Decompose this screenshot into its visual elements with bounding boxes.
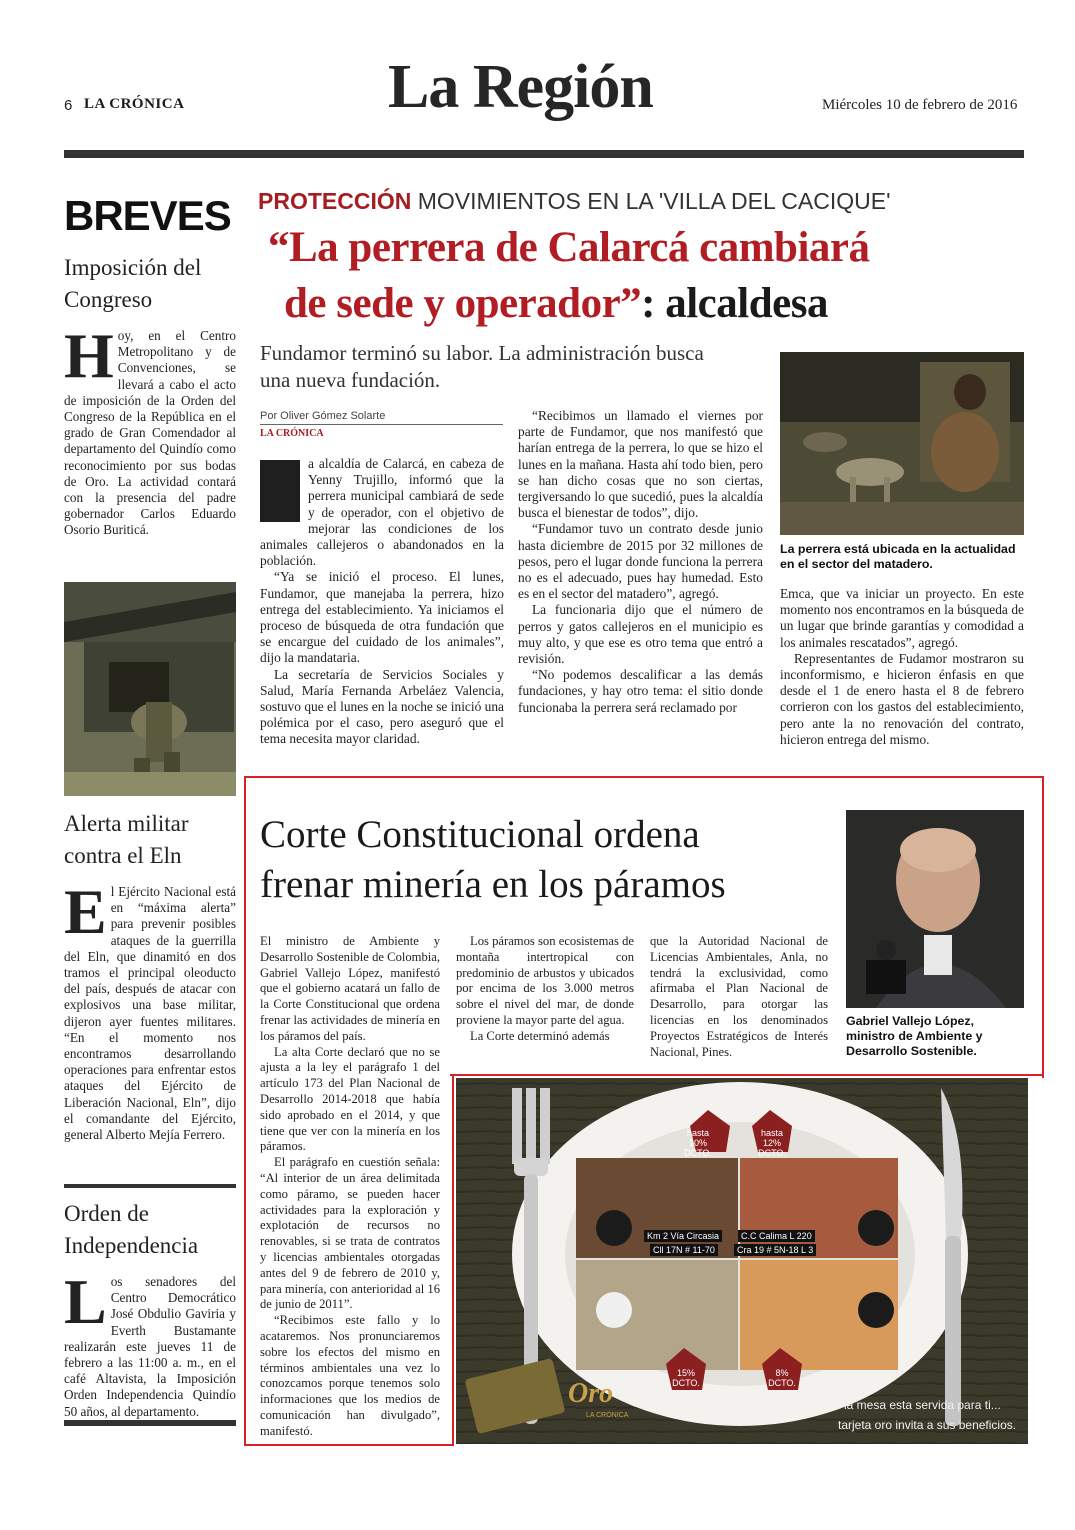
kicker-subtitle: MOVIMIENTOS EN LA 'VILLA DEL CACIQUE'	[417, 188, 891, 214]
brief-title: Alerta militar contra el Eln	[64, 811, 189, 868]
drop-cap: E	[64, 876, 107, 947]
discount-badge: 15% DCTO.	[672, 1368, 700, 1388]
discount-badge: 8% DCTO.	[768, 1368, 796, 1388]
discount-badge: hasta 10% DCTO.	[684, 1128, 712, 1158]
paragraph: La alta Corte declaró que no se ajusta a la ley el parágrafo 1 del artículo 173 del Plan Nacional de Desarrollo 2014-2018 que había sido aprobado en el 2014, y que tiene que ver con la minería en los páramos.	[260, 1044, 440, 1154]
article-column-2	[518, 408, 763, 716]
article-deck: Fundamor terminó su labor. La administración busca una nueva fundación.	[260, 341, 704, 392]
brief-item	[64, 808, 236, 1143]
brand-subtitle: LA CRÓNICA	[586, 1412, 629, 1419]
dog-shelter-photo	[780, 352, 1024, 535]
brief-divider	[64, 1184, 236, 1188]
highlight-box-step	[450, 1074, 1042, 1076]
byline-rule	[260, 424, 503, 425]
brief-item	[64, 252, 236, 539]
lead-paragraph: a alcaldía de Calarcá, en cabeza de Yenny Trujillo, informó que la perrera municipal cambiará de sede y de operador, con el objetivo de mejorar las condiciones de los animales callejeros o abandonados en la población.	[260, 456, 504, 569]
brief-title: Imposición del Congreso	[64, 255, 202, 312]
paragraph: “Ya se inició el proceso. El lunes, Fundamor, que manejaba la perrera, hizo entrega del establecimiento. Ya iniciamos el proceso de búsqueda de otra fundación que se encargue del cuidado de los animales”, dijo la mandataria.	[260, 569, 504, 666]
paragraph: Los páramos son ecosistemas de montaña intertropical con predominio de arbustos y ubicados por encima de los 3.000 metros sobre el nivel del mar, de donde proviene la mayor parte del agua.	[456, 934, 634, 1027]
brief-item	[64, 1198, 236, 1420]
restaurant-address: C.C Calima L 220	[738, 1230, 815, 1242]
headline-line-2: de sede y operador”	[284, 280, 642, 327]
masthead-name: LA CRÓNICA	[84, 96, 185, 112]
article-kicker	[258, 188, 891, 215]
photo-caption: La perrera está ubicada en la actualidad en el sector del matadero.	[780, 542, 1016, 571]
article-headline	[268, 220, 1038, 332]
breves-title: BREVES	[64, 192, 231, 239]
header-rule	[64, 150, 1024, 158]
headline-line-1: Corte Constitucional ordena	[260, 813, 700, 856]
ad-tagline: tarjeta oro invita a sus beneficios.	[838, 1418, 1017, 1432]
restaurant-address: Cra 19 # 5N-18 L 3	[734, 1244, 816, 1256]
issue-date: Miércoles 10 de febrero de 2016	[822, 97, 1018, 113]
paragraph: Emca, que va iniciar un proyecto. En este momento nos encontramos en la búsqueda de un lugar que brinde garantías y comodidad a los animales rescatados”, agregó.	[780, 586, 1024, 650]
paragraph: Representantes de Fudamor mostraron su inconformismo, e hicieron énfasis en que desde el 1 de enero hasta el 8 de febrero corrieron con los gastos del establecimiento, pero ante la no renovación del contrato, hicieron entrega del mismo.	[780, 650, 1024, 747]
paragraph: que la Autoridad Nacional de Licencias Ambientales, Anla, no tendrá la exclusividad, como afirmaba el Plan Nacional de Desarrollo, para otorgar las licencias en los denominados Proyectos Estratégicos de Interés Nacional, Pines.	[650, 934, 828, 1059]
tarjeta-oro-advertisement	[456, 1078, 1028, 1444]
headline-line-2: frenar minería en los páramos	[260, 863, 726, 906]
paragraph: El parágrafo en cuestión señala: “Al interior de un área delimitada como páramo, se pueden hacer actividades para la exploración y explotación de recursos no renovables, si se trata de contratos y licencias ambientales otorgadas antes del 9 de febrero de 2010 y, para minería, con anterioridad al 16 de junio de 2011”.	[260, 1155, 440, 1312]
article-headline	[260, 810, 840, 910]
paragraph: “Recibimos un llamado el viernes por parte de Fundamor, que nos manifestó que harían entrega de la perrera, lo que se hizo el lunes en la mañana. Hasta ahí todo bien, pero se han dicho cosas que no son ciertas, tergiversando lo que sucedió, pues la alcaldía busca el bienestar de todos”, dijo.	[518, 408, 763, 521]
photo-caption: Gabriel Vallejo López, ministro de Ambiente y Desarrollo Sostenible.	[846, 1014, 983, 1058]
page-number: 6	[64, 97, 73, 114]
article-column-3	[780, 586, 1024, 748]
article-column-1	[260, 934, 440, 1440]
headline-line-1: “La perrera de Calarcá cambiará	[268, 224, 870, 271]
brand-logo: Oro	[568, 1378, 614, 1409]
headline-suffix: : alcaldesa	[641, 280, 828, 327]
ad-tagline: la mesa esta servida para ti...	[844, 1398, 1001, 1412]
paragraph: “Fundamor tuvo un contrato desde junio hasta diciembre de 2015 por 32 millones de pesos, pero el lugar donde funciona la perrera no es el adecuado, pues hay humedad. Esto es en el sector del matadero”, agregó.	[518, 521, 763, 602]
restaurant-address: Km 2 Vía Circasia	[644, 1230, 722, 1242]
article-column-1	[260, 456, 504, 748]
drop-cap: H	[64, 320, 114, 391]
brief-text: os senadores del Centro Democrático José Obdulio Gaviria y Everth Bustamante realizarán este jueves 11 de febrero a las 11:00 a. m., en el café Altavista, la Imposición Orden Independencia Quindío 50 años, al departamento.	[64, 1274, 236, 1419]
drop-cap: L	[64, 1266, 107, 1337]
brief-title: Orden de Independencia	[64, 1201, 199, 1258]
byline: Por Oliver Gómez Solarte	[260, 410, 386, 422]
discount-badge: hasta 12% DCTO.	[758, 1128, 786, 1158]
byline-source: LA CRÓNICA	[260, 428, 324, 439]
paragraph: La Corte determinó además	[470, 1028, 610, 1043]
brief-text: l Ejército Nacional está en “máxima alerta” para prevenir posibles ataques de la guerrilla del Eln, que dinamitó en dos tramos el principal oleoducto del país, después de atacar con explosivos una base militar, dijeron ayer fuentes militares. “En el momento nos encontramos desarrollando operaciones para enfrentar estos ataques del Ejército de Liberación Nacional, Eln”, dijo el comandante del Ejército, general Alberto Mejía Ferrero.	[64, 884, 236, 1143]
drop-cap	[260, 460, 300, 522]
minister-photo	[846, 810, 1024, 1008]
restaurant-address: Cll 17N # 11-70	[650, 1244, 718, 1256]
brief-text: oy, en el Centro Metropolitano y de Convenciones, se llevará a cabo el acto de imposición de la Orden del Congreso de la República en el grado de Gran Comendador al departamento del Quindío como reconocimiento por sus bodas de Oro. La actividad contará con la presencia del padre gobernador Carlos Eduardo Osorio Buriticá.	[64, 328, 236, 538]
military-helicopter-photo	[64, 582, 236, 796]
article-column-3	[650, 934, 828, 1060]
section-title: La Región	[388, 53, 653, 121]
paragraph: El ministro de Ambiente y Desarrollo Sostenible de Colombia, Gabriel Vallejo López, manifestó que el gobierno acatará un fallo de la Corte Constitucional que ordena frenar las actividades de minería en los páramos del país.	[260, 934, 440, 1043]
brief-end-rule	[64, 1420, 236, 1426]
paragraph: La funcionaria dijo que el número de perros y gatos callejeros en el municipio es muy alto, y que ese es otro tema que entró a revisión.	[518, 602, 763, 667]
article-column-2	[456, 934, 634, 1045]
paragraph: La secretaría de Servicios Sociales y Salud, María Fernanda Arbeláez Valencia, sostuvo que el lunes en la noche se inició una polémica por el caso, pero aseguró que el tema necesita mayor claridad.	[260, 666, 504, 747]
kicker-label: PROTECCIÓN	[258, 188, 412, 214]
paragraph: “Recibimos este fallo y lo acataremos. Nos pronunciaremos sobre los efectos del mismo en términos ambientales una vez lo conozcamos porque tenemos solo informaciones que los medios de comunicación han divulgado”, manifestó.	[260, 1313, 440, 1438]
paragraph: “No podemos descalificar a las demás fundaciones, y hay otro tema: el sitio donde funcionaba la perrera será reclamado por	[518, 667, 763, 715]
